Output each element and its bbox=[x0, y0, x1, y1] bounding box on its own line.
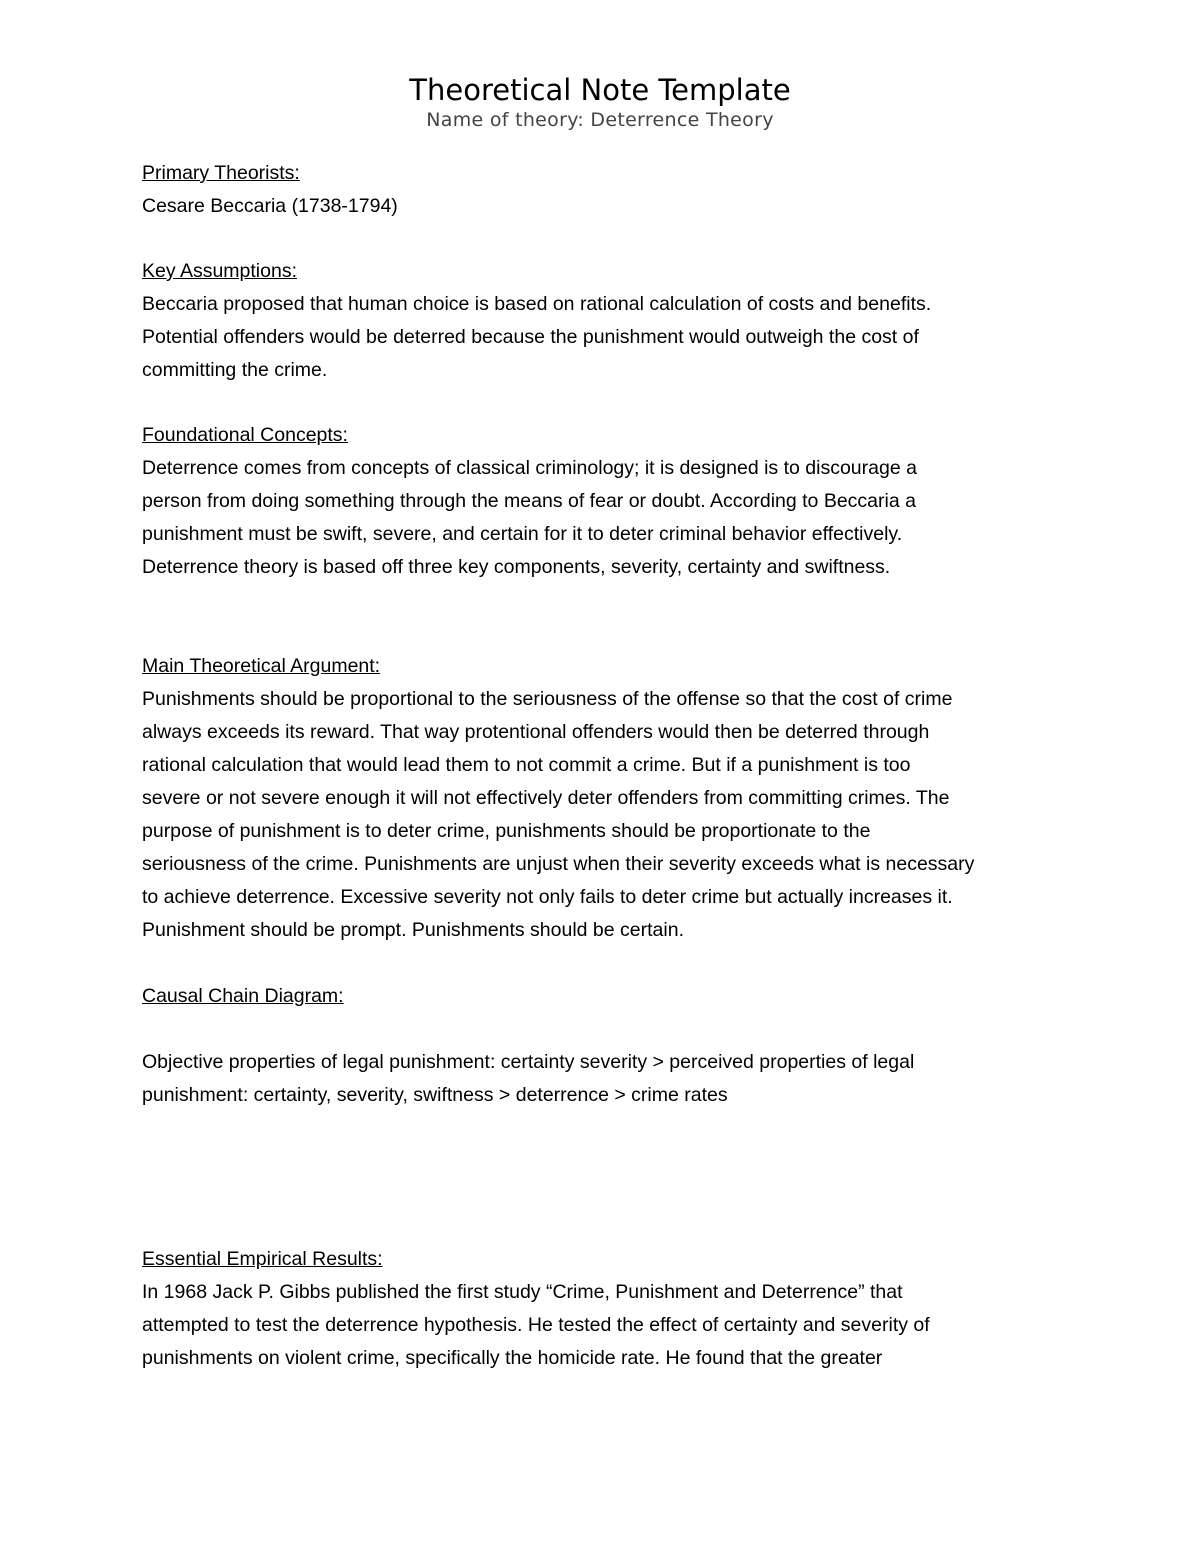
section-empirical-results bbox=[142, 1243, 1072, 1375]
section-causal-chain-body bbox=[142, 1046, 1072, 1112]
section-heading: Main Theoretical Argument: bbox=[142, 655, 381, 677]
section-heading: Foundational Concepts: bbox=[142, 424, 348, 446]
body-line: punishment must be swift, severe, and certain for it to deter criminal behavior effectively. bbox=[142, 523, 903, 545]
body-line: severe or not severe enough it will not effectively deter offenders from committing crimes. The bbox=[142, 787, 950, 809]
section-heading: Essential Empirical Results: bbox=[142, 1248, 383, 1270]
body-line: committing the crime. bbox=[142, 359, 328, 381]
section-primary-theorists bbox=[142, 157, 1072, 223]
body-line: Cesare Beccaria (1738-1794) bbox=[142, 195, 398, 217]
body-line: always exceeds its reward. That way protentional offenders would then be deterred through bbox=[142, 721, 930, 743]
body-line: rational calculation that would lead them to not commit a crime. But if a punishment is too bbox=[142, 754, 911, 776]
body-line: Punishment should be prompt. Punishments should be certain. bbox=[142, 919, 684, 941]
body-line: In 1968 Jack P. Gibbs published the first study “Crime, Punishment and Deterrence” that bbox=[142, 1281, 903, 1303]
document-subtitle: Name of theory: Deterrence Theory bbox=[426, 109, 774, 131]
body-line: purpose of punishment is to deter crime, punishments should be proportionate to the bbox=[142, 820, 871, 842]
section-key-assumptions bbox=[142, 255, 1072, 387]
section-causal-chain bbox=[142, 980, 1072, 1013]
section-heading: Primary Theorists: bbox=[142, 162, 300, 184]
section-main-argument bbox=[142, 650, 1072, 947]
body-line: Deterrence comes from concepts of classical criminology; it is designed is to discourage a bbox=[142, 457, 917, 479]
body-line: Punishments should be proportional to the seriousness of the offense so that the cost of crime bbox=[142, 688, 953, 710]
document-title: Theoretical Note Template bbox=[409, 73, 791, 107]
body-line: Potential offenders would be deterred because the punishment would outweigh the cost of bbox=[142, 326, 919, 348]
body-line: Objective properties of legal punishment: certainty severity > perceived properties of legal bbox=[142, 1051, 915, 1073]
body-line: Beccaria proposed that human choice is based on rational calculation of costs and benefits. bbox=[142, 293, 932, 315]
body-line: Deterrence theory is based off three key components, severity, certainty and swiftness. bbox=[142, 556, 891, 578]
body-line: punishments on violent crime, specifically the homicide rate. He found that the greater bbox=[142, 1347, 883, 1369]
section-heading: Key Assumptions: bbox=[142, 260, 297, 282]
body-line: to achieve deterrence. Excessive severity not only fails to deter crime but actually increases it. bbox=[142, 886, 953, 908]
section-foundational-concepts bbox=[142, 419, 1072, 584]
section-heading: Causal Chain Diagram: bbox=[142, 985, 344, 1007]
body-line: attempted to test the deterrence hypothesis. He tested the effect of certainty and severity of bbox=[142, 1314, 930, 1336]
body-line: person from doing something through the means of fear or doubt. According to Beccaria a bbox=[142, 490, 916, 512]
body-line: seriousness of the crime. Punishments are unjust when their severity exceeds what is necessary bbox=[142, 853, 975, 875]
body-line: punishment: certainty, severity, swiftness > deterrence > crime rates bbox=[142, 1084, 728, 1106]
